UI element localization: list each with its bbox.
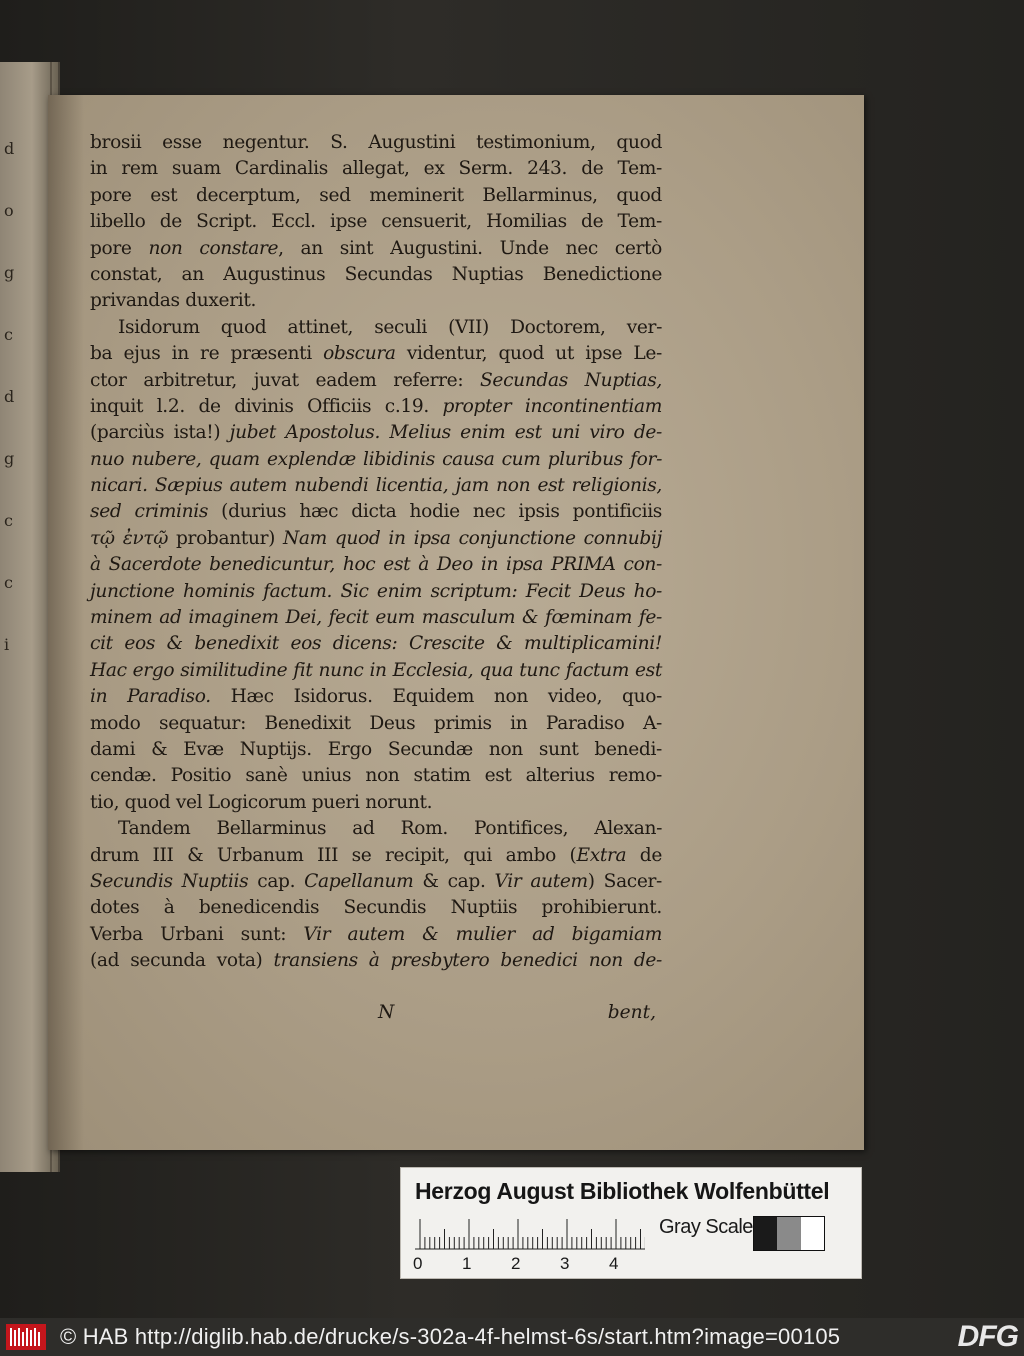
italic-text: Hac ergo similitudine fit nunc in Ecclesia, qua tunc factum est (90, 659, 662, 681)
roman-text: (parciùs ista!) (90, 422, 230, 444)
roman-text: videntur, quod ut ipse Le- (395, 343, 662, 365)
text-line (90, 473, 662, 499)
roman-text: & cap. (413, 870, 495, 892)
text-line (90, 922, 662, 948)
roman-text: tio, quod vel Logicorum pueri norunt. (90, 791, 433, 813)
roman-text: Hæc Isidorus. Equidem non video, quo- (210, 686, 662, 708)
italic-text: transiens à presbytero benedici non de- (273, 950, 662, 972)
italic-text: minem ad imaginem Dei, fecit eum masculum & fœminam fe- (90, 607, 662, 629)
italic-text: τῷ ἐντῷ (90, 527, 176, 549)
roman-text: pore est decerptum, sed meminerit Bellarminus, quod (90, 184, 662, 206)
italic-text: non constare (148, 237, 279, 259)
italic-text: Nam quod in ipsa conjunctione connubij (282, 527, 662, 549)
text-line (90, 711, 662, 737)
text-line (90, 658, 662, 684)
gray-scale-label: Gray Scale (659, 1216, 753, 1238)
roman-text: cendæ. Positio sanè unius non statim est alterius remo- (90, 765, 662, 787)
text-line (90, 816, 662, 842)
ruler-number: 4 (609, 1254, 619, 1273)
italic-text: à Sacerdote benedicuntur, hoc est à Deo in ipsa PRIMA con- (90, 554, 662, 576)
text-line (90, 209, 662, 235)
italic-text: Capellanum (304, 870, 414, 892)
text-line (90, 869, 662, 895)
text-line (90, 605, 662, 631)
status-bar (0, 1318, 1024, 1356)
text-line (90, 183, 662, 209)
roman-text: , an sint Augustini. Unde nec certò (278, 237, 662, 259)
text-line (90, 526, 662, 552)
page-body-text (90, 130, 662, 975)
margin-char: c (4, 325, 13, 344)
gray-swatch (777, 1217, 800, 1250)
margin-char: c (4, 573, 13, 592)
ruler-number: 0 (413, 1254, 423, 1273)
ruler-numbers (413, 1254, 653, 1274)
italic-text: sed criminis (90, 501, 209, 523)
hab-logo-icon (6, 1324, 46, 1350)
roman-text: modo sequatur: Benedixit Deus primis in Paradiso A- (90, 712, 662, 734)
text-line (90, 156, 662, 182)
text-line (90, 341, 662, 367)
dfg-logo: DFG (957, 1320, 1018, 1353)
roman-text: brosii esse negentur. S. Augustini testimonium, quod (90, 132, 662, 153)
library-name: Herzog August Bibliothek Wolfenbüttel (415, 1178, 830, 1204)
roman-text: Isidorum quod attinet, seculi (VII) Doctorem, ver- (118, 316, 662, 338)
margin-char: i (4, 635, 10, 654)
italic-text: nicari. Sæpius autem nubendi licentia, jam non est religionis, (90, 475, 662, 497)
roman-text: dami & Evæ Nuptijs. Ergo Secundæ non sunt benedi- (90, 738, 662, 760)
text-line (90, 130, 662, 156)
text-line (90, 684, 662, 710)
text-line (90, 394, 662, 420)
text-line (90, 737, 662, 763)
text-line (90, 790, 662, 816)
copyright-url: © HAB http://diglib.hab.de/drucke/s-302a-4f-helmst-6s/start.htm?image=00105 (60, 1324, 841, 1349)
text-line (90, 315, 662, 341)
text-line (90, 948, 662, 974)
roman-text: constat, an Augustinus Secundas Nuptias Benedictione (90, 263, 662, 285)
roman-text: dotes à benedicendis Secundis Nuptiis prohibierunt. (90, 897, 662, 919)
margin-char: d (4, 139, 15, 158)
italic-text: cit eos & benedixit eos dicens: Crescite & multiplicamini! (90, 633, 662, 655)
library-color-card (400, 1167, 862, 1279)
roman-text: in rem suam Cardinalis allegat, ex Serm. 243. de Tem- (90, 158, 662, 180)
gray-swatch (801, 1217, 824, 1250)
italic-text: in Paradiso. (90, 686, 211, 708)
text-line (90, 447, 662, 473)
text-line (90, 763, 662, 789)
italic-text: nuo nubere, quam explendæ libidinis causa cum pluribus for- (90, 448, 662, 470)
margin-char: c (4, 511, 13, 530)
roman-text: Tandem Bellarminus ad Rom. Pontifices, Alexan- (118, 818, 662, 840)
text-line (90, 895, 662, 921)
roman-text: de (626, 844, 662, 866)
page-gutter-shadow (48, 95, 84, 1150)
roman-text: drum III & Urbanum III se recipit, qui ambo ( (90, 844, 577, 866)
gray-scale-swatches (753, 1216, 825, 1251)
roman-text: libello de Script. Eccl. ipse censuerit, Homilias de Tem- (90, 211, 662, 233)
margin-char: g (4, 263, 15, 282)
catchword: bent, (607, 1002, 656, 1023)
roman-text: Verba Urbani sunt: (90, 923, 304, 945)
margin-char: g (4, 449, 15, 468)
roman-text: probantur) (175, 527, 283, 549)
text-line (90, 499, 662, 525)
text-line (90, 631, 662, 657)
text-line (90, 368, 662, 394)
roman-text: ctor arbitretur, juvat eadem referre: (90, 369, 481, 391)
roman-text: pore (90, 237, 149, 259)
signature-mark: N (378, 1002, 395, 1023)
ruler-number: 3 (560, 1254, 570, 1273)
gray-swatch (754, 1217, 777, 1250)
margin-char: o (4, 201, 14, 220)
roman-text: ba ejus in re præsenti (90, 343, 324, 365)
italic-text: Vir autem (494, 870, 588, 892)
italic-text: Secundas Nuptias, (480, 369, 662, 391)
roman-text: inquit l.2. de divinis Officiis c.19. (90, 395, 443, 417)
roman-text: cap. (248, 870, 305, 892)
text-line (90, 579, 662, 605)
text-line (90, 262, 662, 288)
ruler-number: 1 (462, 1254, 472, 1273)
margin-char: d (4, 387, 15, 406)
roman-text: (ad secunda vota) (90, 950, 274, 972)
italic-text: propter incontinentiam (442, 395, 662, 417)
text-line (90, 288, 662, 314)
text-line (90, 420, 662, 446)
page-footer (90, 1000, 656, 1026)
roman-text: ) Sacer- (587, 870, 662, 892)
ruler-number: 2 (511, 1254, 521, 1273)
italic-text: jubet Apostolus. Melius enim est uni viro de- (229, 422, 662, 444)
italic-text: junctione hominis factum. Sic enim scriptum: Fecit Deus ho- (90, 580, 662, 602)
text-line (90, 552, 662, 578)
text-line (90, 843, 662, 869)
roman-text: privandas duxerit. (90, 290, 257, 312)
text-line (90, 236, 662, 262)
italic-text: Vir autem & mulier ad bigamiam (303, 923, 662, 945)
italic-text: Secundis Nuptiis (90, 870, 249, 892)
ruler-scale (415, 1216, 645, 1250)
roman-text: (durius hæc dicta hodie nec ipsis pontificiis (208, 501, 662, 523)
italic-text: Extra (576, 844, 627, 866)
italic-text: obscura (323, 343, 396, 365)
